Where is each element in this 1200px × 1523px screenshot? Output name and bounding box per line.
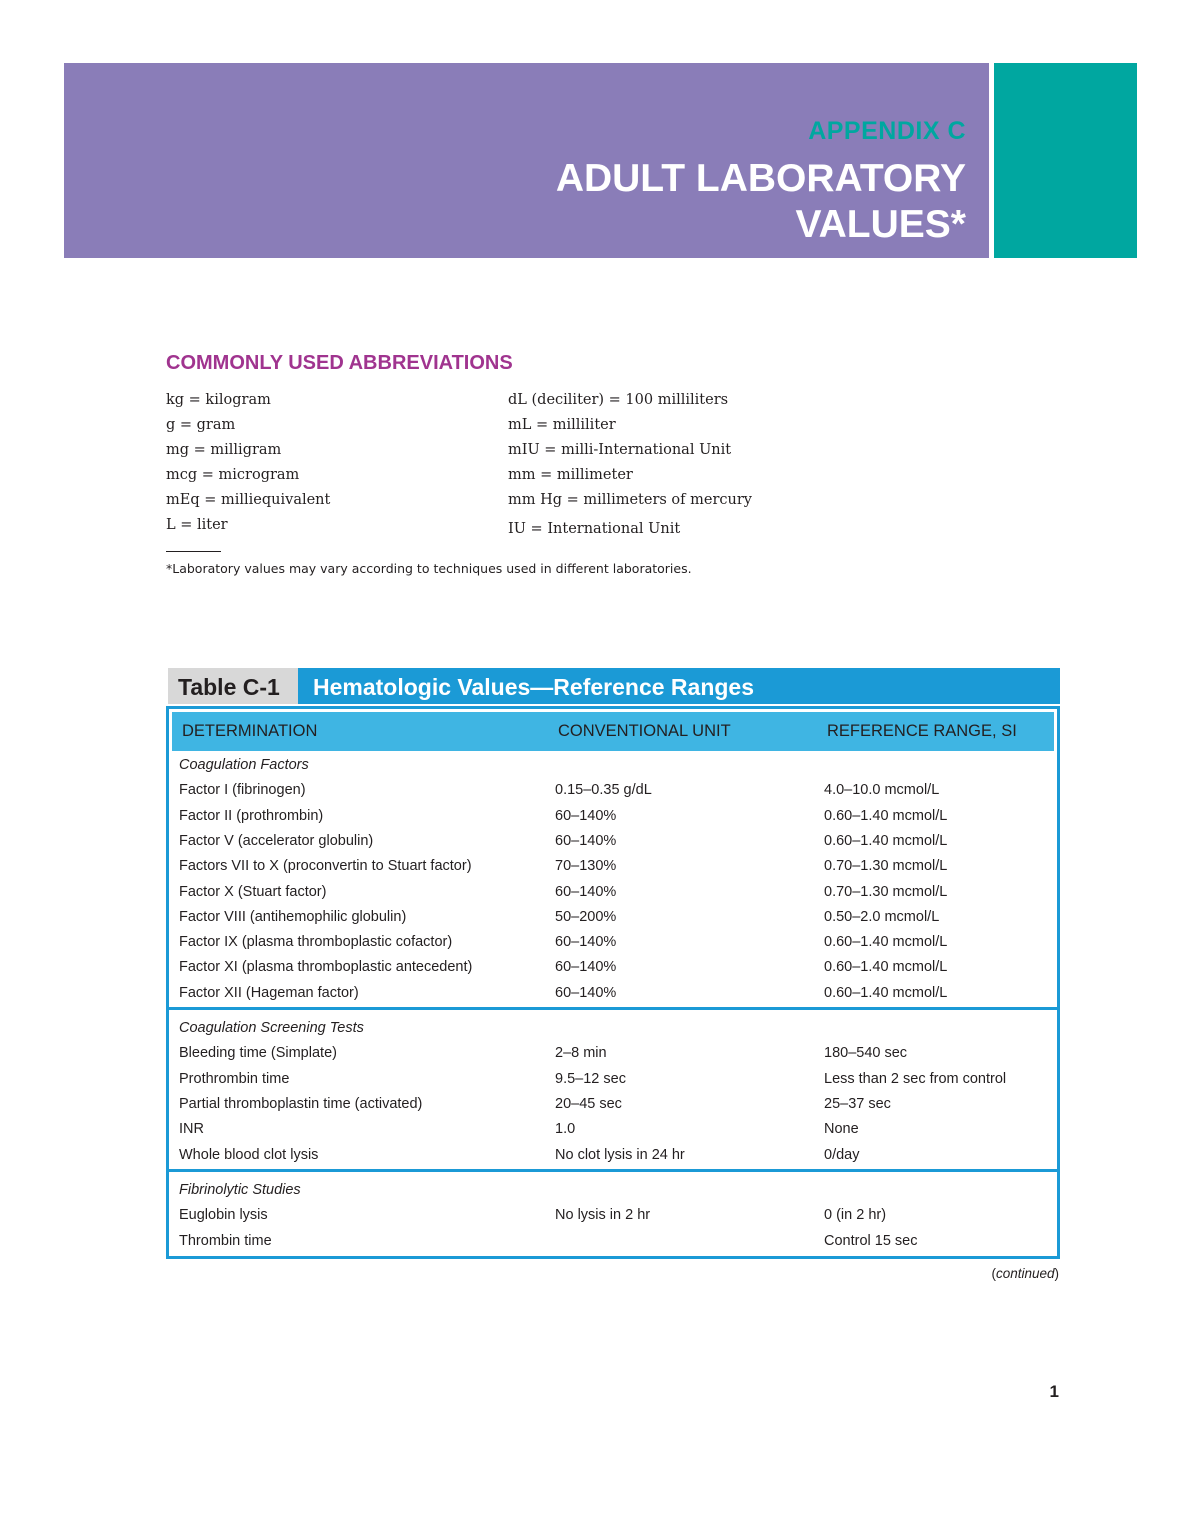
- column-header-determination: DETERMINATION: [182, 722, 318, 740]
- section-divider: [169, 1169, 1057, 1172]
- si-range-cell: 0.60–1.40 mcmol/L: [824, 807, 948, 824]
- abbreviations-left-list: [166, 388, 330, 538]
- abbreviation-item: mcg = microgram: [166, 467, 300, 483]
- conventional-unit-cell: 60–140%: [555, 984, 617, 1001]
- page-number: 1: [1049, 1382, 1059, 1401]
- page-title-line-1: ADULT LABORATORY: [555, 157, 966, 200]
- section-title: [169, 1016, 1057, 1041]
- conventional-unit-cell: 1.0: [555, 1121, 576, 1138]
- conventional-unit-cell: 2–8 min: [555, 1045, 607, 1062]
- si-range-cell: 0 (in 2 hr): [824, 1207, 887, 1224]
- page-title-line-2: VALUES*: [795, 203, 966, 246]
- determination-cell: Factor VIII (antihemophilic globulin): [179, 908, 407, 925]
- table-number-label: Table C-1: [168, 668, 298, 704]
- abbreviation-item: mm = millimeter: [508, 467, 633, 483]
- table-row: [169, 930, 1057, 955]
- table-column-header: [172, 712, 1054, 751]
- abbreviation-item: mEq = milliequivalent: [166, 492, 331, 508]
- table-row: [169, 778, 1057, 803]
- conventional-unit-cell: 0.15–0.35 g/dL: [555, 782, 652, 799]
- table-title: Hematologic Values—Reference Ranges: [298, 668, 1060, 704]
- conventional-unit-cell: 60–140%: [555, 807, 617, 824]
- header-accent-block: [994, 63, 1137, 258]
- column-header-si-range: REFERENCE RANGE, SI: [827, 722, 1017, 740]
- table-row: [169, 981, 1057, 1006]
- si-range-cell: 0.60–1.40 mcmol/L: [824, 959, 948, 976]
- abbreviation-item: mIU = milli-International Unit: [508, 442, 732, 458]
- si-range-cell: 0.70–1.30 mcmol/L: [824, 858, 948, 875]
- table-row: [169, 955, 1057, 980]
- section-divider: [169, 1007, 1057, 1010]
- table-row: [169, 854, 1057, 879]
- table-row: [169, 1229, 1057, 1254]
- table-row: [169, 880, 1057, 905]
- abbreviation-item: kg = kilogram: [166, 392, 271, 408]
- determination-cell: Whole blood clot lysis: [179, 1146, 319, 1163]
- determination-cell: Factor IX (plasma thromboplastic cofactor): [179, 934, 453, 951]
- table-row: [169, 1143, 1057, 1168]
- si-range-cell: 180–540 sec: [824, 1045, 908, 1062]
- determination-cell: Factor XII (Hageman factor): [179, 984, 359, 1001]
- si-range-cell: 0.60–1.40 mcmol/L: [824, 984, 948, 1001]
- conventional-unit-cell: 50–200%: [555, 908, 617, 925]
- appendix-label: APPENDIX C: [808, 117, 966, 145]
- abbreviation-item: dL (deciliter) = 100 milliliters: [508, 392, 729, 408]
- abbreviation-item: g = gram: [166, 417, 236, 433]
- conventional-unit-cell: 60–140%: [555, 883, 617, 900]
- section-title: [169, 1178, 1057, 1203]
- determination-cell: Factor XI (plasma thromboplastic antecedent): [179, 959, 473, 976]
- conventional-unit-cell: 70–130%: [555, 858, 617, 875]
- conventional-unit-cell: 20–45 sec: [555, 1095, 622, 1112]
- table-row: [169, 1067, 1057, 1092]
- continued-note: (continued): [991, 1266, 1059, 1281]
- conventional-unit-cell: 60–140%: [555, 959, 617, 976]
- column-header-conventional-unit: CONVENTIONAL UNIT: [558, 722, 731, 740]
- table-row: [169, 804, 1057, 829]
- determination-cell: INR: [179, 1121, 204, 1138]
- si-range-cell: 4.0–10.0 mcmol/L: [824, 782, 940, 799]
- table-frame: [166, 706, 1060, 1259]
- si-range-cell: 0.50–2.0 mcmol/L: [824, 908, 940, 925]
- abbreviation-item: mL = milliliter: [508, 417, 616, 433]
- section-title-text: Coagulation Screening Tests: [179, 1020, 364, 1036]
- table-row: [169, 1117, 1057, 1142]
- section-title-text: Fibrinolytic Studies: [179, 1182, 301, 1198]
- section-title-text: Coagulation Factors: [179, 757, 309, 773]
- abbreviation-item: L = liter: [166, 517, 228, 533]
- si-range-cell: 0.70–1.30 mcmol/L: [824, 883, 948, 900]
- si-range-cell: 25–37 sec: [824, 1095, 891, 1112]
- determination-cell: Factor I (fibrinogen): [179, 782, 306, 799]
- footnote: *Laboratory values may vary according to techniques used in different laboratories.: [166, 561, 692, 576]
- determination-cell: Prothrombin time: [179, 1070, 290, 1087]
- abbreviation-item: mm Hg = millimeters of mercury: [508, 492, 752, 508]
- conventional-unit-cell: No lysis in 2 hr: [555, 1207, 651, 1224]
- abbreviations-right-list: [508, 388, 752, 542]
- abbreviations-heading: COMMONLY USED ABBREVIATIONS: [166, 352, 513, 374]
- determination-cell: Bleeding time (Simplate): [179, 1045, 337, 1062]
- section-title: [169, 753, 1057, 778]
- determination-cell: Thrombin time: [179, 1232, 272, 1249]
- abbreviation-item: mg = milligram: [166, 442, 282, 458]
- si-range-cell: Control 15 sec: [824, 1232, 918, 1249]
- table-row: [169, 1092, 1057, 1117]
- determination-cell: Euglobin lysis: [179, 1207, 268, 1224]
- determination-cell: Factor X (Stuart factor): [179, 883, 327, 900]
- table-row: [169, 1041, 1057, 1066]
- table-row: [169, 905, 1057, 930]
- si-range-cell: Less than 2 sec from control: [824, 1070, 1007, 1087]
- conventional-unit-cell: 60–140%: [555, 832, 617, 849]
- si-range-cell: 0.60–1.40 mcmol/L: [824, 934, 948, 951]
- table-row: [169, 829, 1057, 854]
- determination-cell: Partial thromboplastin time (activated): [179, 1095, 423, 1112]
- determination-cell: Factor V (accelerator globulin): [179, 832, 374, 849]
- si-range-cell: 0.60–1.40 mcmol/L: [824, 832, 948, 849]
- abbreviation-item: IU = International Unit: [508, 521, 681, 537]
- determination-cell: Factor II (prothrombin): [179, 807, 324, 824]
- conventional-unit-cell: 9.5–12 sec: [555, 1070, 626, 1087]
- determination-cell: Factors VII to X (proconvertin to Stuart factor): [179, 858, 472, 875]
- footnote-rule: [166, 551, 221, 552]
- table-row: [169, 1203, 1057, 1228]
- conventional-unit-cell: No clot lysis in 24 hr: [555, 1146, 685, 1163]
- si-range-cell: None: [824, 1121, 859, 1138]
- conventional-unit-cell: 60–140%: [555, 934, 617, 951]
- si-range-cell: 0/day: [824, 1146, 860, 1163]
